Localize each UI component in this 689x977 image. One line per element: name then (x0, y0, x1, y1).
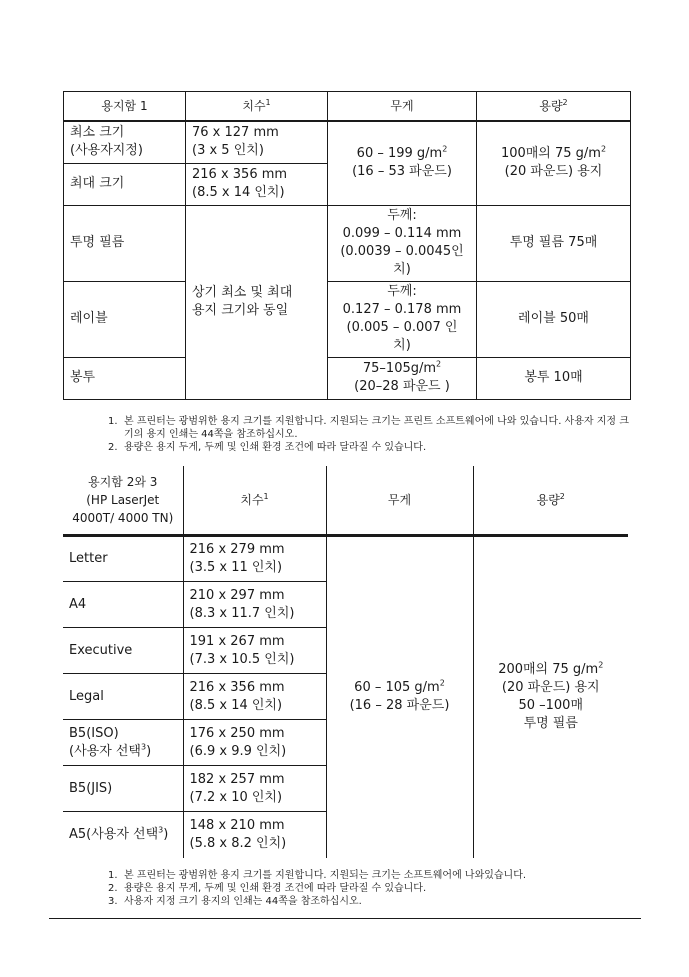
row-name: 투명 필름 (64, 205, 186, 281)
row-name: Legal (63, 674, 183, 720)
table-row (64, 205, 631, 281)
row-size: 148 x 210 mm (5.8 x 8.2 인치) (183, 812, 326, 858)
row-name: 레이블 (64, 281, 186, 357)
table-row (64, 357, 631, 399)
row-size: 191 x 267 mm (7.3 x 10.5 인치) (183, 628, 326, 674)
shared-size: 상기 최소 및 최대 용지 크기와 동일 (186, 205, 328, 399)
footnote: 2. 용량은 용지 무게, 두께 및 인쇄 환경 조건에 따라 달라질 수 있습니다. (108, 883, 427, 894)
footnote: 1. 본 프린터는 광범위한 용지 크기를 지원합니다. 지원되는 크기는 소프트웨어에 나와있습니다. (108, 870, 527, 881)
row-name: A4 (63, 582, 183, 628)
footnote: 2. 용량은 용지 두게, 두께 및 인쇄 환경 조건에 따라 달라질 수 있습니다. (108, 442, 427, 453)
table-row (63, 536, 628, 582)
row-size: 210 x 297 mm (8.3 x 11.7 인치) (183, 582, 326, 628)
row-name: 최대 크기 (64, 163, 186, 205)
table1-footnotes (108, 415, 638, 454)
row-weight: $75-105g/m^2$ (20–28 파운드 ) (328, 357, 477, 399)
header-tray: 용지함 1 (64, 92, 186, 122)
row-name: Letter (63, 536, 183, 582)
footnote: 1. 본 프린터는 광범위한 용지 크기를 지원합니다. 지원되는 크기는 프린트 소프트웨어에 나와 있습니다. 사용자 지정 크기의 용지 인쇄는 44쪽을 참조하십시오. (108, 416, 629, 440)
tray2-3-spec-table (63, 466, 628, 858)
header-weight: 무게 (328, 92, 477, 122)
shared-capacity: 200매의 75 $g/m^2$ (20 파운드) 용지 50 –100매 투명 필름 (473, 536, 628, 858)
header-size: 치수$^1$ (186, 92, 328, 122)
header-capacity: 용량$^2$ (477, 92, 631, 122)
row-name: A5(사용자 선택$^3$) (63, 812, 183, 858)
paper-weight: 60 – 199 $g/m^2$ (16 – 53 파운드) (328, 121, 477, 205)
header-capacity: 용량$^2$ (473, 466, 628, 536)
tray1-spec-table (63, 91, 631, 400)
row-size: 76 x 127 mm (3 x 5 인치) (186, 121, 328, 163)
table2-footnotes (108, 869, 638, 908)
row-size: 182 x 257 mm (7.2 x 10 인치) (183, 766, 326, 812)
row-size: 176 x 250 mm (6.9 x 9.9 인치) (183, 720, 326, 766)
row-name: 봉투 (64, 357, 186, 399)
row-size: 216 x 356 mm (8.5 x 14 인치) (183, 674, 326, 720)
footnote: 3. 사용자 지정 크기 용지의 인쇄는 44쪽을 참조하십시오. (108, 896, 362, 907)
header-size: 치수$^1$ (183, 466, 326, 536)
row-capacity: 레이블 50매 (477, 281, 631, 357)
row-name: Executive (63, 628, 183, 674)
row-size: 216 x 279 mm (3.5 x 11 인치) (183, 536, 326, 582)
table-row (64, 281, 631, 357)
shared-weight: 60 – 105 $g/m^2$ (16 – 28 파운드) (326, 536, 473, 858)
row-weight: 두께: 0.099 – 0.114 mm (0.0039 – 0.0045인 치) (328, 205, 477, 281)
footer-divider (49, 918, 641, 919)
row-capacity: 투명 필름 75매 (477, 205, 631, 281)
row-name: B5(ISO) (사용자 선택$^3$) (63, 720, 183, 766)
row-capacity: 봉투 10매 (477, 357, 631, 399)
header-weight: 무게 (326, 466, 473, 536)
paper-capacity: 100매의 75 $g/m^2$ (20 파운드) 용지 (477, 121, 631, 205)
row-name: B5(JIS) (63, 766, 183, 812)
table-row (64, 121, 631, 163)
row-size: 216 x 356 mm (8.5 x 14 인치) (186, 163, 328, 205)
row-name: 최소 크기 (사용자지정) (64, 121, 186, 163)
header-tray: 용지함 2와 3 (HP LaserJet 4000T/ 4000 TN) (63, 466, 183, 536)
row-weight: 두께: 0.127 – 0.178 mm (0.005 – 0.007 인 치) (328, 281, 477, 357)
